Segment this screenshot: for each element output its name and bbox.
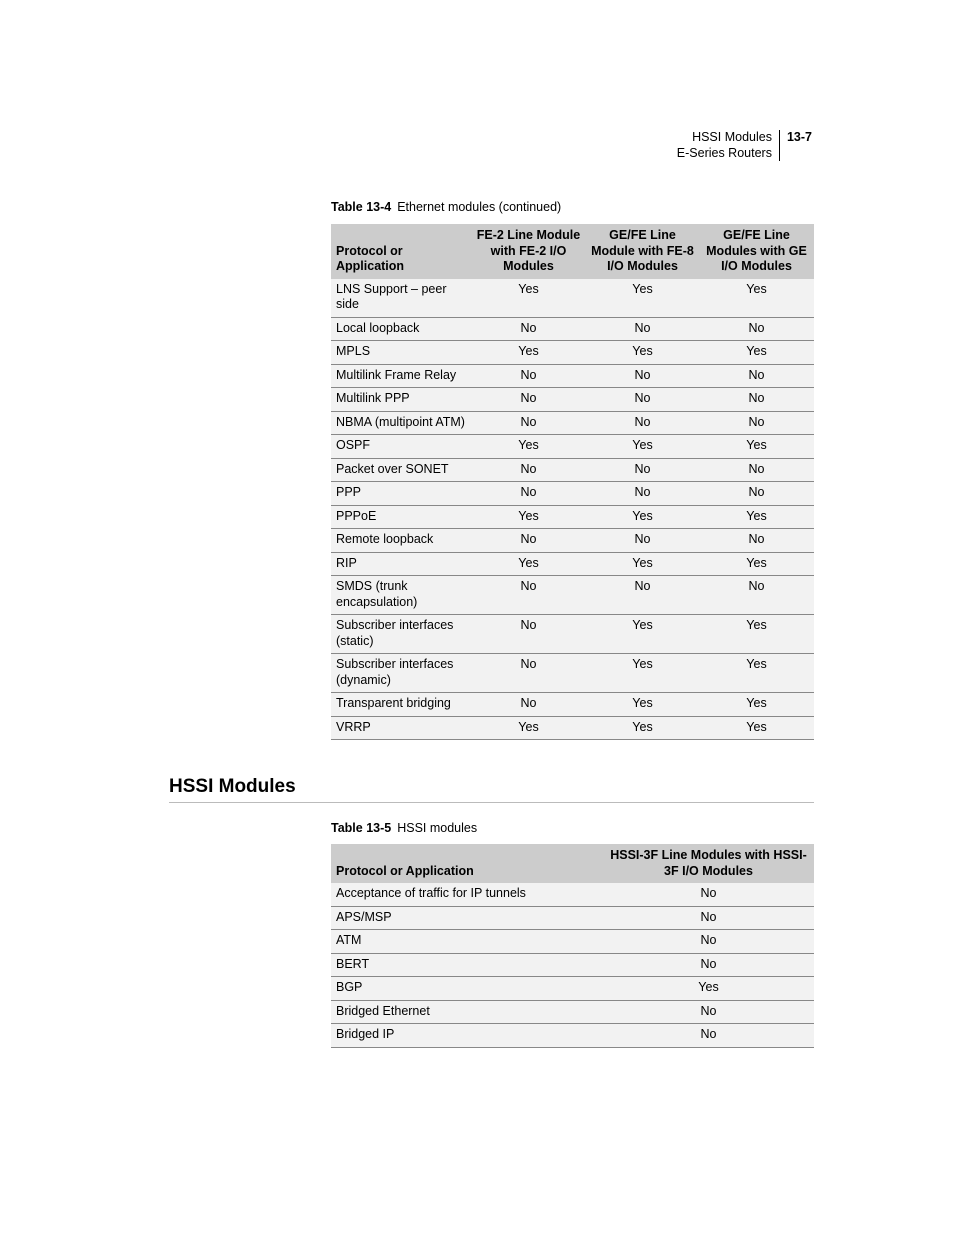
hssi-modules-table <box>331 844 814 1048</box>
column-header: Protocol or Application <box>331 844 603 883</box>
value-cell: No <box>699 482 814 506</box>
value-cell: No <box>603 953 814 977</box>
table-row <box>331 411 814 435</box>
row-label-cell: Subscriber interfaces (static) <box>331 615 471 654</box>
table-row <box>331 977 814 1001</box>
value-cell: No <box>586 411 699 435</box>
running-head-section: HSSI Modules <box>692 130 772 144</box>
value-cell: No <box>603 930 814 954</box>
value-cell: Yes <box>471 279 586 318</box>
row-label-cell: OSPF <box>331 435 471 459</box>
table2-title: HSSI modules <box>397 821 478 835</box>
value-cell: No <box>471 693 586 717</box>
table-row <box>331 693 814 717</box>
value-cell: Yes <box>586 279 699 318</box>
value-cell: Yes <box>603 977 814 1001</box>
value-cell: Yes <box>699 693 814 717</box>
value-cell: Yes <box>586 693 699 717</box>
row-label-cell: BGP <box>331 977 603 1001</box>
value-cell: No <box>471 654 586 693</box>
row-label-cell: VRRP <box>331 716 471 740</box>
table-row <box>331 482 814 506</box>
value-cell: No <box>586 364 699 388</box>
value-cell: Yes <box>699 615 814 654</box>
value-cell: Yes <box>471 716 586 740</box>
row-label-cell: RIP <box>331 552 471 576</box>
value-cell: No <box>586 458 699 482</box>
value-cell: No <box>603 1000 814 1024</box>
table-row <box>331 317 814 341</box>
value-cell: Yes <box>586 654 699 693</box>
value-cell: Yes <box>586 435 699 459</box>
table2-label: Table 13-5 <box>331 821 392 835</box>
value-cell: No <box>471 615 586 654</box>
value-cell: Yes <box>699 435 814 459</box>
running-head-book: E-Series Routers <box>676 145 772 160</box>
column-header: GE/FE Line Modules with GE I/O Modules <box>699 224 814 279</box>
value-cell: Yes <box>586 552 699 576</box>
value-cell: No <box>471 576 586 615</box>
table-row <box>331 615 814 654</box>
row-label-cell: PPP <box>331 482 471 506</box>
row-label-cell: BERT <box>331 953 603 977</box>
value-cell: No <box>471 482 586 506</box>
value-cell: No <box>586 529 699 553</box>
row-label-cell: ATM <box>331 930 603 954</box>
value-cell: No <box>699 458 814 482</box>
section-heading: HSSI Modules <box>169 776 814 803</box>
row-label-cell: Acceptance of traffic for IP tunnels <box>331 883 603 906</box>
table-row <box>331 953 814 977</box>
table-row <box>331 388 814 412</box>
value-cell: No <box>471 529 586 553</box>
table-row <box>331 279 814 318</box>
column-header: HSSI-3F Line Modules with HSSI-3F I/O Modules <box>603 844 814 883</box>
table1-title: Ethernet modules (continued) <box>397 200 562 214</box>
table-header-row <box>331 844 814 883</box>
value-cell: Yes <box>471 505 586 529</box>
row-label-cell: MPLS <box>331 341 471 365</box>
row-label-cell: Bridged IP <box>331 1024 603 1048</box>
table-row <box>331 505 814 529</box>
page-number: 13-7 <box>786 130 812 144</box>
value-cell: No <box>699 576 814 615</box>
value-cell: No <box>471 411 586 435</box>
table1-label: Table 13-4 <box>331 200 392 214</box>
table-row <box>331 552 814 576</box>
table-row <box>331 341 814 365</box>
row-label-cell: Bridged Ethernet <box>331 1000 603 1024</box>
row-label-cell: Multilink PPP <box>331 388 471 412</box>
value-cell: Yes <box>586 505 699 529</box>
value-cell: Yes <box>586 341 699 365</box>
value-cell: Yes <box>699 279 814 318</box>
row-label-cell: PPPoE <box>331 505 471 529</box>
row-label-cell: Subscriber interfaces (dynamic) <box>331 654 471 693</box>
row-label-cell: Remote loopback <box>331 529 471 553</box>
value-cell: Yes <box>586 716 699 740</box>
running-head <box>677 130 812 161</box>
value-cell: No <box>471 388 586 412</box>
value-cell: No <box>699 411 814 435</box>
table2-caption <box>331 821 477 835</box>
row-label-cell: Packet over SONET <box>331 458 471 482</box>
row-label-cell: Multilink Frame Relay <box>331 364 471 388</box>
value-cell: No <box>471 458 586 482</box>
row-label-cell: SMDS (trunk encapsulation) <box>331 576 471 615</box>
row-label-cell: NBMA (multipoint ATM) <box>331 411 471 435</box>
table-row <box>331 716 814 740</box>
table-row <box>331 883 814 906</box>
value-cell: No <box>586 388 699 412</box>
table-row <box>331 458 814 482</box>
row-label-cell: LNS Support – peer side <box>331 279 471 318</box>
value-cell: No <box>699 529 814 553</box>
value-cell: No <box>699 388 814 412</box>
value-cell: No <box>586 576 699 615</box>
value-cell: Yes <box>699 505 814 529</box>
table-row <box>331 364 814 388</box>
value-cell: Yes <box>586 615 699 654</box>
row-label-cell: APS/MSP <box>331 906 603 930</box>
value-cell: Yes <box>699 552 814 576</box>
value-cell: No <box>603 1024 814 1048</box>
column-header: Protocol or Application <box>331 224 471 279</box>
table-row <box>331 1024 814 1048</box>
value-cell: Yes <box>699 654 814 693</box>
table-row <box>331 930 814 954</box>
value-cell: Yes <box>699 341 814 365</box>
value-cell: No <box>471 364 586 388</box>
column-header: FE-2 Line Module with FE-2 I/O Modules <box>471 224 586 279</box>
column-header: GE/FE Line Module with FE-8 I/O Modules <box>586 224 699 279</box>
table-row <box>331 576 814 615</box>
table-row <box>331 435 814 459</box>
value-cell: Yes <box>471 435 586 459</box>
value-cell: No <box>699 317 814 341</box>
table-row <box>331 654 814 693</box>
row-label-cell: Transparent bridging <box>331 693 471 717</box>
table-row <box>331 1000 814 1024</box>
ethernet-modules-table <box>331 224 814 740</box>
value-cell: No <box>603 906 814 930</box>
value-cell: No <box>699 364 814 388</box>
table-row <box>331 906 814 930</box>
running-head-text <box>677 130 780 161</box>
table1-caption <box>331 200 561 214</box>
table-row <box>331 529 814 553</box>
row-label-cell: Local loopback <box>331 317 471 341</box>
table-header-row <box>331 224 814 279</box>
value-cell: No <box>586 317 699 341</box>
value-cell: No <box>603 883 814 906</box>
value-cell: No <box>586 482 699 506</box>
value-cell: Yes <box>471 552 586 576</box>
value-cell: Yes <box>699 716 814 740</box>
value-cell: No <box>471 317 586 341</box>
value-cell: Yes <box>471 341 586 365</box>
